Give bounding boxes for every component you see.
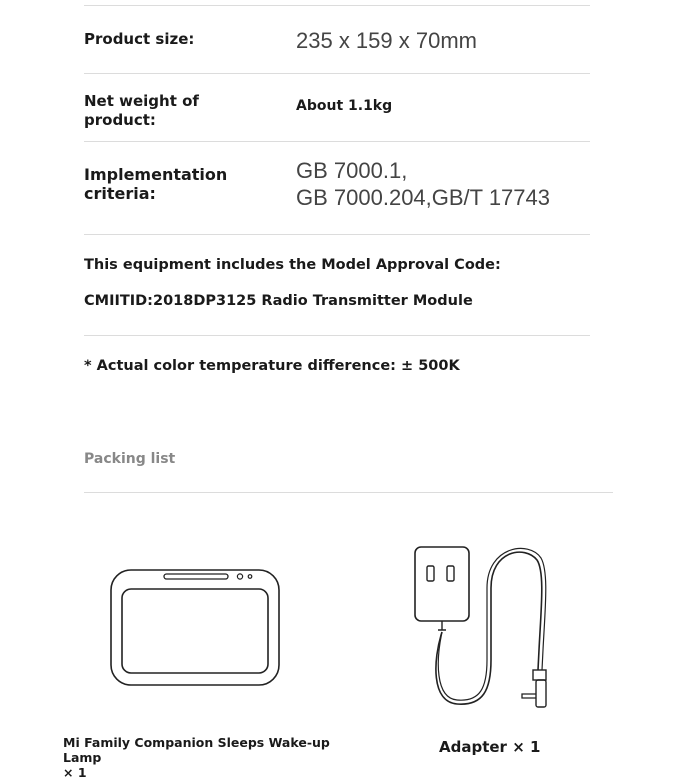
top-divider <box>84 5 590 6</box>
divider <box>84 141 590 142</box>
packing-item-qty: × 1 <box>63 765 87 780</box>
spec-value-net-weight: About 1.1kg <box>296 98 393 114</box>
divider <box>84 73 590 74</box>
spec-value-criteria-line-2: GB 7000.204,GB/T 17743 <box>296 185 550 210</box>
divider <box>84 335 590 336</box>
spec-label-product-size: Product size: <box>84 30 195 48</box>
approval-line-2: CMIITID:2018DP3125 Radio Transmitter Module <box>84 293 473 309</box>
color-temperature-note: * Actual color temperature difference: ± 500K <box>84 358 460 374</box>
packing-item-name: Adapter <box>439 738 507 756</box>
packing-divider <box>84 492 613 493</box>
packing-list-title: Packing list <box>84 451 176 467</box>
divider <box>84 234 590 235</box>
spec-label-criteria: Implementation criteria: <box>84 165 228 203</box>
spec-label-net-weight: Net weight of product: <box>84 92 199 129</box>
spec-value-criteria-line-1: GB 7000.1, <box>296 158 408 183</box>
packing-item-lamp-caption <box>63 735 353 780</box>
wake-up-lamp-icon <box>105 565 285 690</box>
packing-item-adapter-caption <box>439 738 540 756</box>
approval-line-1: This equipment includes the Model Approval Code: <box>84 257 501 273</box>
power-adapter-icon <box>405 540 555 715</box>
packing-item-qty: × 1 <box>512 738 541 756</box>
spec-value-product-size: 235 x 159 x 70mm <box>296 28 477 53</box>
packing-item-name: Mi Family Companion Sleeps Wake-up Lamp <box>63 735 330 765</box>
